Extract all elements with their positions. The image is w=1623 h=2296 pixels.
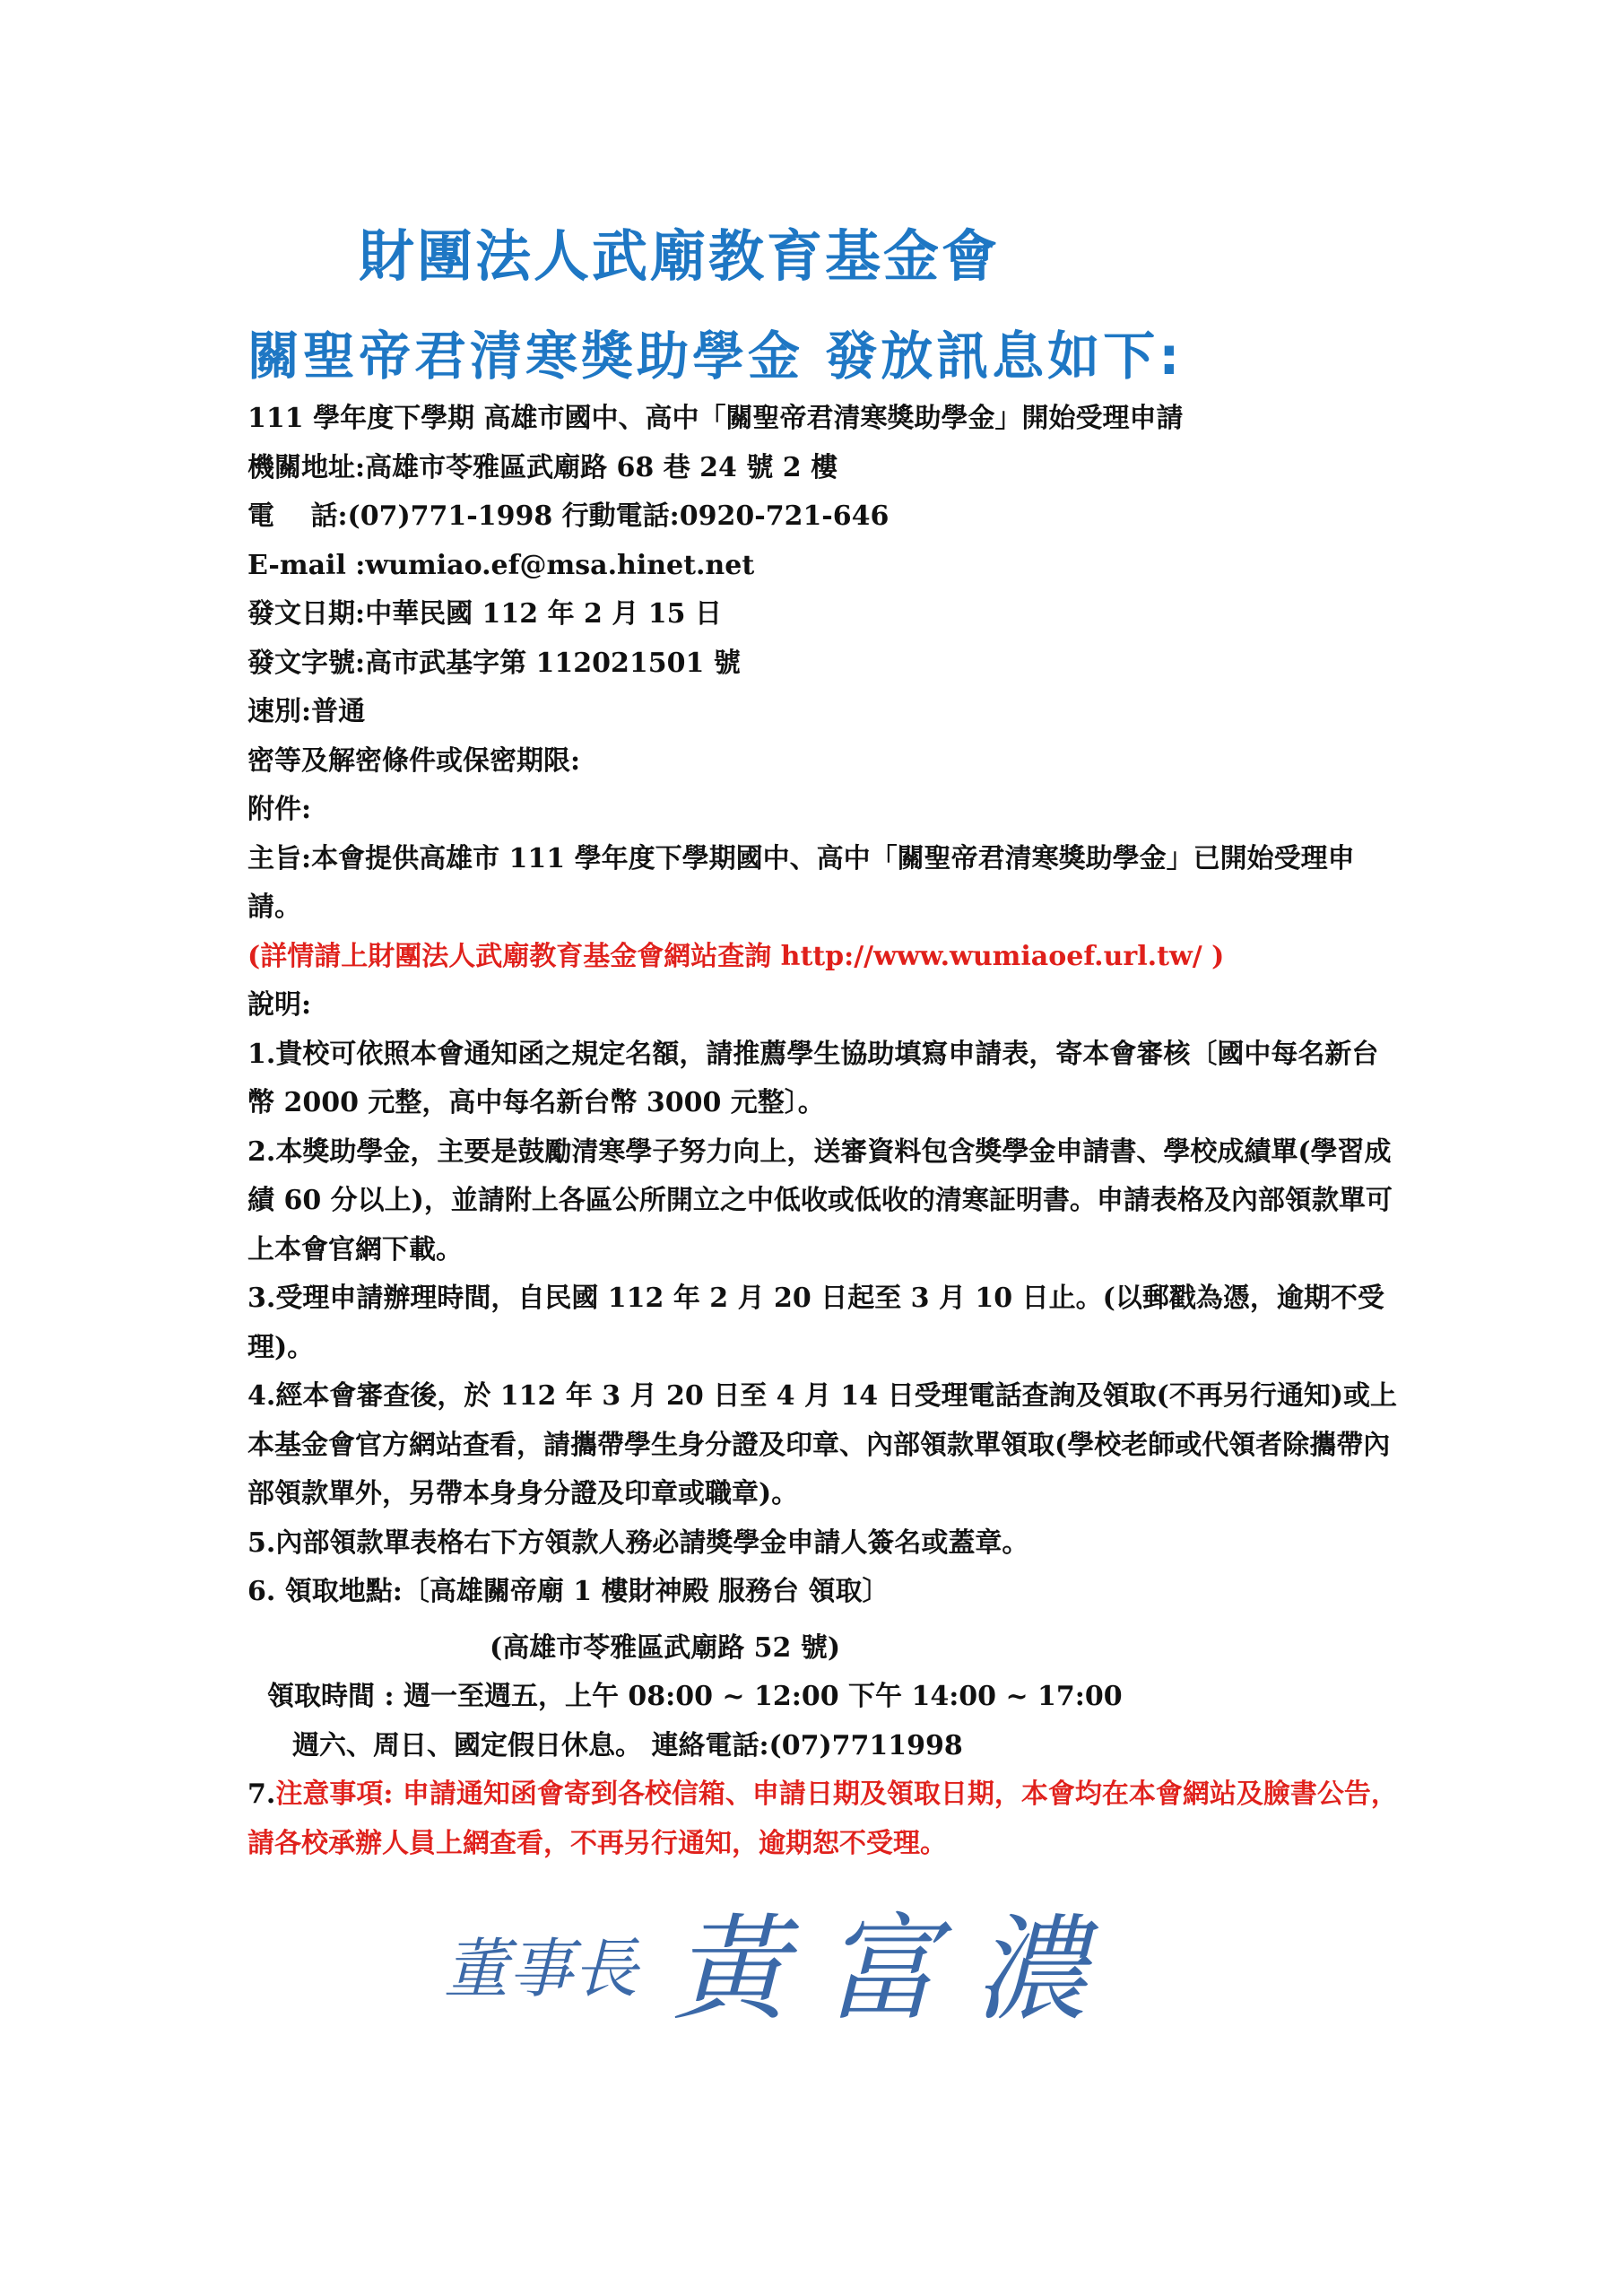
item-7 — [247, 1770, 1404, 1868]
signature-name: 黃富濃 — [673, 1903, 1125, 2037]
secrecy-line: 密等及解密條件或保密期限: — [247, 744, 581, 777]
signature-graphic — [444, 1892, 1161, 2045]
item-3: 3.受理申請辦理時間，自民國 112 年 2 月 20 日起至 3 月 10 日止。(以郵戳為憑，逾期不受理)。 — [247, 1283, 1384, 1363]
item-5: 5.內部領款單表格右下方領款人務必請獎學金申請人簽名或蓋章。 — [247, 1526, 1029, 1559]
subject-paragraph: 主旨:本會提供高雄市 111 學年度下學期國中、高中「關聖帝君清寒獎助學金」已開始受理申請。 — [247, 842, 1355, 923]
pickup-address: (高雄市苓雅區武廟路 52 號) — [490, 1631, 841, 1664]
chairman-signature — [444, 1892, 1161, 2045]
holiday-contact: 週六、周日、國定假日休息。 連絡電話:(07)7711998 — [292, 1729, 963, 1761]
item-7-number: 7. — [247, 1779, 276, 1810]
explanation-label: 說明: — [247, 989, 312, 1021]
issue-number-line: 發文字號:高市武基字第 112021501 號 — [247, 647, 741, 679]
issue-date-line: 發文日期:中華民國 112 年 2 月 15 日 — [247, 598, 722, 630]
signature-title: 董事長 — [444, 1931, 638, 2006]
intro-line: 111 學年度下學期 高雄市國中、高中「關聖帝君清寒獎助學金」開始受理申請 — [247, 403, 1184, 434]
notice-body — [247, 395, 1404, 1868]
speed-line: 速別:普通 — [247, 696, 366, 727]
organization-title: 財團法人武廟教育基金會 — [359, 223, 1001, 289]
attachment-line: 附件: — [247, 794, 312, 825]
item-2: 2.本獎助學金，主要是鼓勵清寒學子努力向上，送審資料包含獎學金申請書、學校成績單(學習成績 60 分以上)，並請附上各區公所開立之中低收或低收的清寒証明書。申請表格及內部領款單可上本會官網下載。 — [247, 1135, 1393, 1265]
website-note: (詳情請上財團法人武廟教育基金會網站查詢 http://www.wumiaoef.url.tw/ ) — [247, 940, 1225, 972]
item-6: 6. 領取地點:〔高雄關帝廟 1 樓財神殿 服務台 領取〕 — [247, 1576, 890, 1607]
item-4: 4.經本會審查後，於 112 年 3 月 20 日至 4 月 14 日受理電話查詢及領取(不再另行通知)或上本基金會官方網站查看，請攜帶學生身分證及印章、內部領款單領取(學校老師或代領者除攜帶內部領款單外，另帶本身身分證及印章或職章)。 — [247, 1380, 1398, 1509]
address-line: 機關地址:高雄市苓雅區武廟路 68 巷 24 號 2 樓 — [247, 451, 838, 483]
email-line: E-mail :wumiao.ef@msa.hinet.net — [247, 549, 755, 581]
notice-title: 關聖帝君清寒獎助學金 發放訊息如下: — [247, 326, 1184, 387]
phone-line: 電 話:(07)771-1998 行動電話:0920-721-646 — [247, 500, 890, 532]
pickup-time: 領取時間 : 週一至週五，上午 08:00 ~ 12:00 下午 14:00 ~ 17:00 — [267, 1681, 1123, 1712]
item-1: 1.貴校可依照本會通知函之規定名額，請推薦學生協助填寫申請表，寄本會審核〔國中每名新台幣 2000 元整，高中每名新台幣 3000 元整〕。 — [247, 1038, 1379, 1118]
item-7-text: 注意事項: 申請通知函會寄到各校信箱、申請日期及領取日期，本會均在本會網站及臉書公告，請各校承辦人員上網查看，不再另行通知，逾期恕不受理。 — [247, 1779, 1398, 1859]
